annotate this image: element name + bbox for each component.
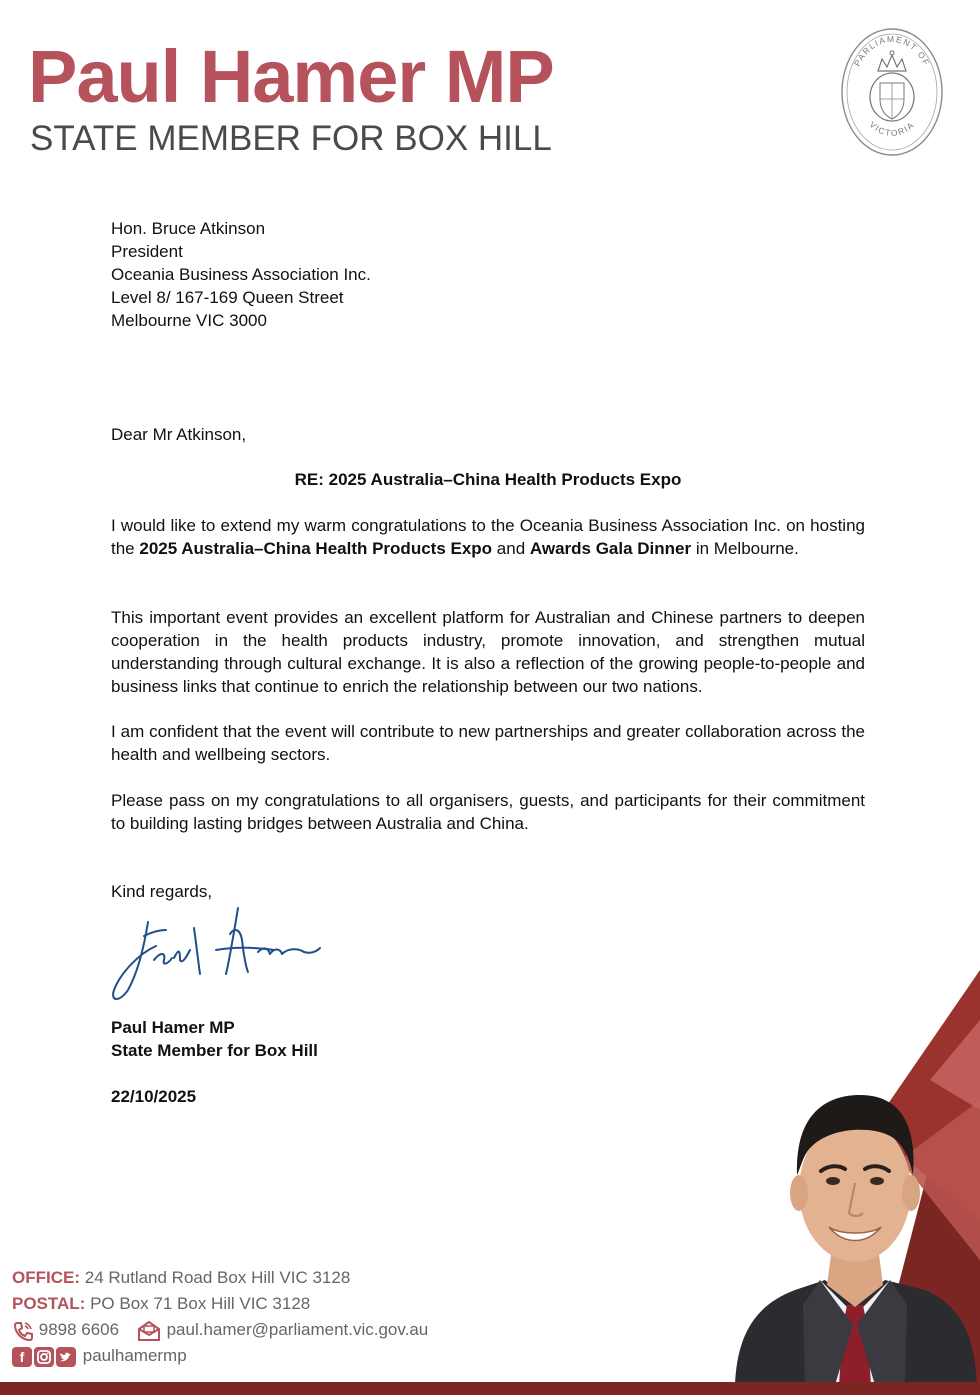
- body-paragraph-4: Please pass on my congratulations to all organisers, guests, and participants for their commitment to building lasting bridges between Australia and China.: [111, 791, 865, 833]
- p1-text-mid: and: [492, 539, 530, 558]
- twitter-icon[interactable]: [56, 1347, 76, 1367]
- closing: Kind regards,: [111, 882, 213, 901]
- p1-text-post: in Melbourne.: [691, 539, 799, 558]
- body-paragraph-1: [111, 514, 865, 560]
- signer-title: State Member for Box Hill: [111, 1041, 318, 1060]
- phone-icon: [12, 1320, 34, 1342]
- p1-text-pre: I would like to extend my warm congratulations to the Oceania Business Association Inc. on hosting the: [111, 516, 865, 558]
- body-paragraph-2: This important event provides an excellent platform for Australian and Chinese partners to deepen cooperation in the health products industry, promote innovation, and strengthen mutual understanding through cultural exchange. It is also a reflection of the growing people-to-people and business links that continue to enrich the relationship between our two nations.: [111, 608, 865, 696]
- handwritten-signature: [108, 902, 328, 1012]
- parliament-seal-icon: [840, 27, 944, 157]
- subject-line: RE: 2025 Australia–China Health Products Expo: [294, 470, 682, 489]
- letter-date: 22/10/2025: [111, 1087, 197, 1106]
- footer-bar: [0, 1382, 980, 1395]
- p1-bold-expo: 2025 Australia–China Health Products Expo: [139, 539, 493, 558]
- letterhead-subtitle: STATE MEMBER FOR BOX HILL: [30, 119, 552, 158]
- social-handle[interactable]: paulhamermp: [82, 1346, 187, 1365]
- address-line: Level 8/ 167-169 Queen Street: [111, 288, 344, 307]
- footer-social: [12, 1345, 187, 1367]
- address-line: President: [111, 242, 183, 261]
- seal-text-bottom: VICTORIA: [867, 119, 917, 139]
- footer-contact: [12, 1319, 428, 1342]
- office-label: OFFICE:: [12, 1268, 80, 1287]
- address-line: Hon. Bruce Atkinson: [111, 219, 266, 238]
- office-address: 24 Rutland Road Box Hill VIC 3128: [84, 1268, 351, 1287]
- svg-text:VICTORIA: [868, 119, 917, 138]
- facebook-icon[interactable]: f: [12, 1347, 32, 1367]
- signer-name: Paul Hamer MP: [111, 1018, 235, 1037]
- address-line: Melbourne VIC 3000: [111, 311, 267, 330]
- portrait-photo: [725, 1075, 980, 1385]
- postal-address: PO Box 71 Box Hill VIC 3128: [90, 1294, 311, 1313]
- postal-label: POSTAL:: [12, 1294, 86, 1313]
- recipient-address: [111, 217, 371, 332]
- email-icon: [136, 1320, 162, 1342]
- instagram-icon[interactable]: [34, 1347, 54, 1367]
- email-address[interactable]: paul.hamer@parliament.vic.gov.au: [166, 1320, 429, 1339]
- address-line: Oceania Business Association Inc.: [111, 265, 371, 284]
- letterhead-name: Paul Hamer MP: [28, 35, 554, 118]
- seal-text-top: PARLIAMENT OF: [851, 33, 933, 68]
- footer-office: [12, 1267, 350, 1289]
- footer-postal: [12, 1293, 310, 1315]
- salutation: Dear Mr Atkinson,: [111, 425, 247, 444]
- p1-bold-gala: Awards Gala Dinner: [529, 539, 692, 558]
- signer-block: [111, 1016, 318, 1062]
- body-paragraph-3: I am confident that the event will contribute to new partnerships and greater collaboration across the health and wellbeing sectors.: [111, 722, 865, 764]
- phone-number[interactable]: 9898 6606: [38, 1320, 120, 1339]
